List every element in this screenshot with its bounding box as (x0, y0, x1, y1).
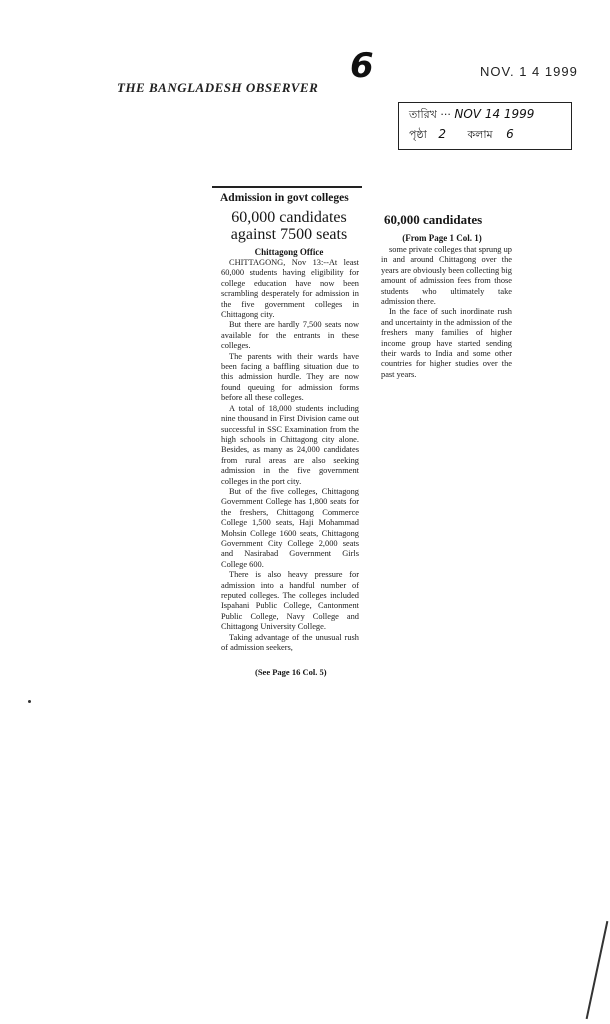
article-paragraph: CHITTAGONG, Nov 13:--At least 60,000 students having eligibility for college education have now been scrambling desperately for admission in the five government colleges in Chittagong city. (221, 258, 359, 320)
scan-speck (28, 700, 31, 703)
continuation-headline: 60,000 candidates (384, 212, 483, 227)
stamp-page-label: পৃষ্ঠা (409, 128, 427, 141)
date-stamp: NOV. 1 4 1999 (480, 64, 578, 79)
article-paragraph: Taking advantage of the unusual rush of admission seekers, (221, 632, 359, 653)
article-paragraph: The parents with their wards have been facing a baffling situation due to this admission hurdle. They are now found queuing for admission forms before all these colleges. (221, 351, 359, 403)
article-paragraph: A total of 18,000 students including nine thousand in First Division came out successful in SSC Examination from the high schools in Chittagong city alone. Besides, as many as 24,000 candidates from rural areas are also seeking admission in the five government colleges in the port city. (221, 403, 359, 486)
clipping-top-rule (212, 186, 362, 188)
article-paragraph: But of the five colleges, Chittagong Government College has 1,800 seats for the freshers, Chittagong Commerce College 1,500 seats, Haji Mohammad Mohsin College 1600 seats, Chittagong Government City College 2,000 seats and Nasirabad Government Girls College 600. (221, 486, 359, 569)
stamp-date-label: তারিখ (409, 108, 437, 121)
newspaper-masthead: THE BANGLADESH OBSERVER (117, 80, 319, 95)
stamp-column-label: কলাম (467, 128, 493, 141)
continuation-paragraph: some private colleges that sprung up in and around Chittagong over the years are obviously been collecting big amount of admission fees from those students who ultimately take admission there. (381, 245, 512, 307)
scan-edge-mark (586, 921, 608, 1019)
continuation-body (381, 245, 512, 380)
article-paragraph: There is also heavy pressure for admission into a handful number of reputed colleges. The colleges included Ispahani Public College, Cantonment Public College, Navy College and Chittagong University College. (221, 570, 359, 632)
stamp-date-value: NOV 14 1999 (454, 107, 535, 121)
stamp-page-value: 2 (438, 127, 446, 141)
handwritten-page-number: 6 (350, 46, 374, 86)
article-paragraph: But there are hardly 7,500 seats now available for the entrants in these colleges. (221, 320, 359, 351)
article-byline: Chittagong Office (254, 247, 324, 257)
article-body (221, 258, 359, 653)
continuation-paragraph: In the face of such inordinate rush and uncertainty in the admission of the freshers many families of higher income group have started sending their wards to India and some other countries for higher studies over the past years. (381, 307, 512, 379)
continued-reference: (See Page 16 Col. 5) (255, 667, 327, 677)
stamp-column-value: 6 (506, 127, 514, 141)
article-kicker: Admission in govt colleges (220, 192, 349, 204)
article-headline: 60,000 candidates against 7500 seats (230, 209, 348, 243)
archive-stamp-box: তারিখ ··· NOV 14 1999 পৃষ্ঠা 2 কলাম 6 (398, 102, 572, 150)
continuation-from-reference: (From Page 1 Col. 1) (402, 233, 482, 243)
